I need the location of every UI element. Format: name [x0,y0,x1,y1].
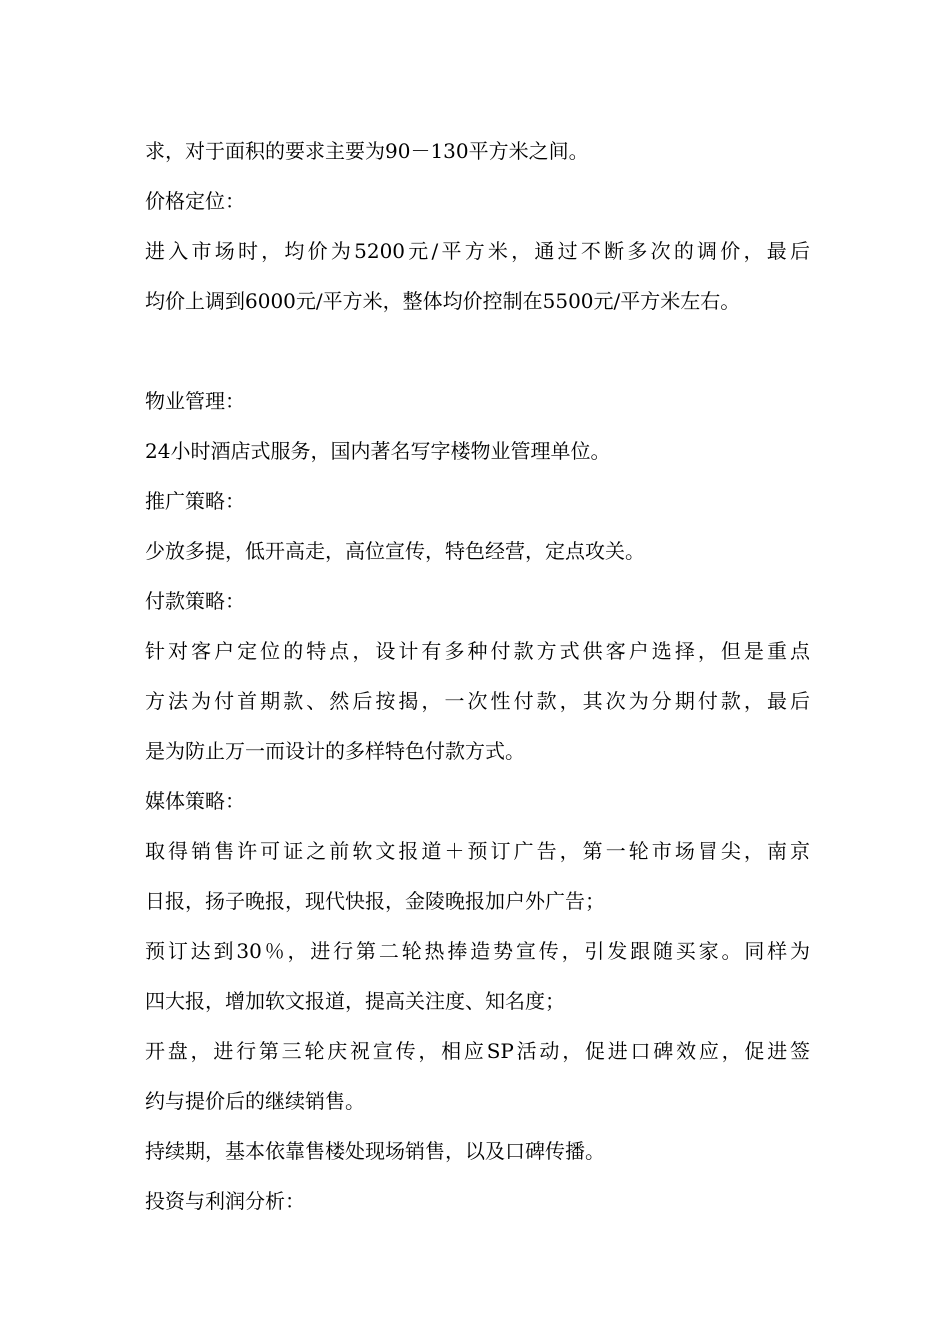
section-heading-promotion: 推广策略： [145,489,245,513]
text-line: 四大报，增加软文报道，提高关注度、知名度； [145,989,565,1013]
section-heading-property: 物业管理： [145,389,245,413]
text-line: 24小时酒店式服务，国内著名写字楼物业管理单位。 [145,439,611,463]
text-line: 持续期，基本依靠售楼处现场销售，以及口碑传播。 [145,1139,605,1163]
text-line: 求，对于面积的要求主要为90－130平方米之间。 [145,139,589,163]
text-line: 日报，扬子晚报，现代快报，金陵晚报加户外广告； [145,889,605,913]
section-heading-price: 价格定位： [145,189,245,213]
text-line: 预订达到30％，进行第二轮热捧造势宣传，引发跟随买家。同样为 [145,939,810,963]
blank-line [145,326,810,376]
text-line: 进入市场时，均价为5200元/平方米，通过不断多次的调价，最后 [145,239,810,263]
text-line: 方法为付首期款、然后按揭，一次性付款，其次为分期付款，最后 [145,689,810,713]
text-line: 约与提价后的继续销售。 [145,1089,365,1113]
text-line: 取得销售许可证之前软文报道＋预订广告，第一轮市场冒尖，南京 [145,839,810,863]
text-line: 均价上调到6000元/平方米，整体均价控制在5500元/平方米左右。 [145,289,741,313]
section-heading-investment: 投资与利润分析： [145,1189,305,1213]
document-body [145,126,810,1226]
text-line: 针对客户定位的特点，设计有多种付款方式供客户选择，但是重点 [145,639,810,663]
section-heading-payment: 付款策略： [145,589,245,613]
section-heading-media: 媒体策略： [145,789,245,813]
text-line: 是为防止万一而设计的多样特色付款方式。 [145,739,525,763]
text-line: 开盘，进行第三轮庆祝宣传，相应SP活动，促进口碑效应，促进签 [145,1039,810,1063]
text-line: 少放多提，低开高走，高位宣传，特色经营，定点攻关。 [145,539,645,563]
